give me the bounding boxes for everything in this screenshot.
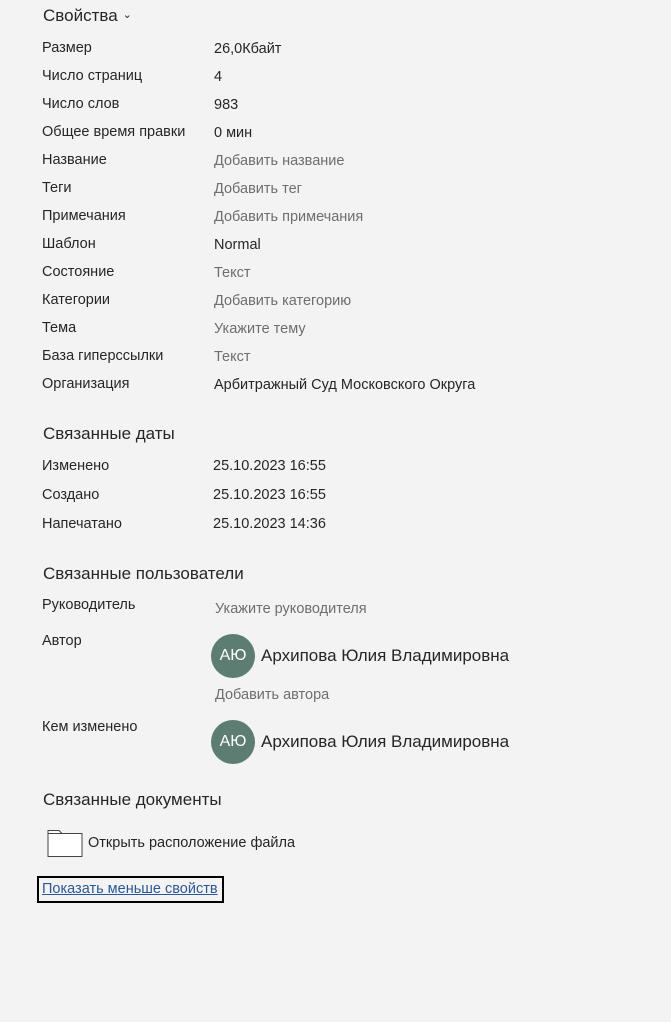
tags-label: Теги [42,180,72,196]
add-author-field[interactable]: Добавить автора [215,687,330,703]
modified-by-name[interactable]: Архипова Юлия Владимировна [261,732,510,751]
show-less-link[interactable]: Показать меньше свойств [42,881,218,897]
comments-field[interactable]: Добавить примечания [214,209,364,225]
created-value: 25.10.2023 16:55 [213,487,326,503]
status-label: Состояние [42,264,115,280]
modified-value: 25.10.2023 16:55 [213,458,326,474]
show-less-link-box[interactable] [37,876,224,903]
modified-label: Изменено [42,458,110,474]
categories-field[interactable]: Добавить категорию [214,293,352,309]
printed-label: Напечатано [42,516,122,532]
open-file-location-label: Открыть расположение файла [88,835,296,851]
modified-by-avatar[interactable]: АЮ [211,720,255,764]
title-label: Название [42,152,107,168]
categories-label: Категории [42,292,111,308]
created-label: Создано [42,487,100,503]
company-field[interactable]: Арбитражный Суд Московского Округа [214,377,476,393]
open-file-location-button[interactable] [47,829,295,857]
hyperlink-base-field[interactable]: Текст [214,349,251,365]
related-people-title: Связанные пользователи [43,564,244,583]
related-documents-title: Связанные документы [43,790,222,809]
folder-icon [47,829,83,857]
pages-label: Число страниц [42,68,143,84]
modified-by-label: Кем изменено [42,719,138,735]
author-avatar[interactable]: АЮ [211,634,255,678]
properties-header[interactable] [43,6,132,26]
size-value: 26,0Кбайт [214,41,282,57]
company-label: Организация [42,376,130,392]
related-dates-title: Связанные даты [43,424,175,443]
comments-label: Примечания [42,208,126,224]
properties-title: Свойства [43,6,118,25]
author-name[interactable]: Архипова Юлия Владимировна [261,646,510,665]
chevron-down-icon: ⌄ [122,9,132,21]
tags-field[interactable]: Добавить тег [214,181,302,197]
words-label: Число слов [42,96,120,112]
subject-field[interactable]: Укажите тему [214,321,306,337]
size-label: Размер [42,40,92,56]
manager-field[interactable]: Укажите руководителя [215,601,367,617]
words-value: 983 [214,97,239,113]
title-field[interactable]: Добавить название [214,153,345,169]
hyperlink-base-label: База гиперссылки [42,348,164,364]
editing-time-value: 0 мин [214,125,253,141]
author-label: Автор [42,633,82,649]
pages-value: 4 [214,69,223,85]
subject-label: Тема [42,320,77,336]
printed-value: 25.10.2023 14:36 [213,516,326,532]
template-value: Normal [214,237,261,253]
manager-label: Руководитель [42,597,136,613]
editing-time-label: Общее время правки [42,124,186,140]
status-field[interactable]: Текст [214,265,251,281]
template-label: Шаблон [42,236,96,252]
